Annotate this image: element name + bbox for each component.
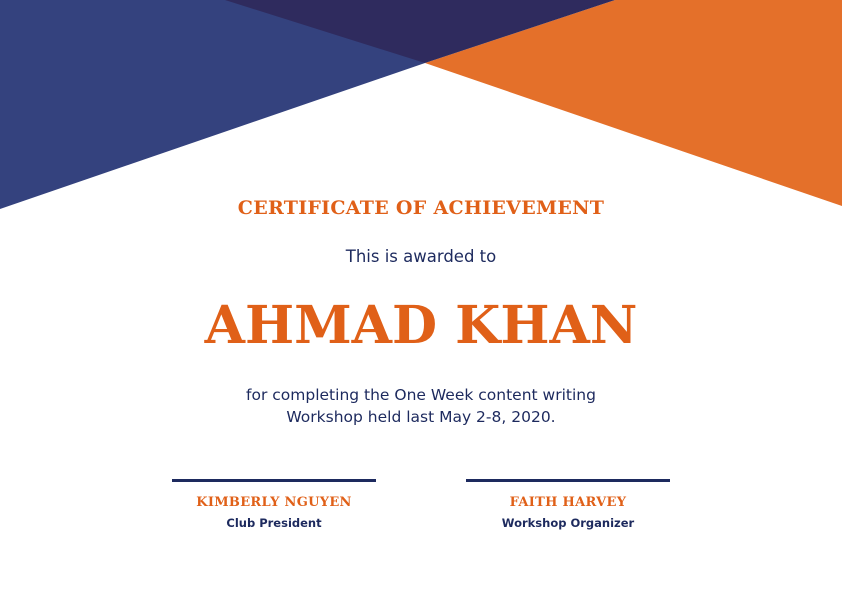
description-line-1: for completing the One Week content writing (246, 386, 596, 404)
certificate-title: CERTIFICATE OF ACHIEVEMENT (237, 197, 605, 219)
awarded-to-text: This is awarded to (345, 247, 497, 266)
signer-name: KIMBERLY NGUYEN (196, 495, 352, 510)
signer-role: Club President (226, 516, 322, 530)
description-line-2: Workshop held last May 2-8, 2020. (286, 408, 556, 426)
signature-line (466, 479, 670, 482)
recipient-name: AHMAD KHAN (204, 295, 638, 356)
signer-name: FAITH HARVEY (509, 495, 627, 510)
certificate-description (0, 384, 842, 428)
signer-role: Workshop Organizer (501, 516, 635, 530)
signature-block-right (466, 479, 670, 530)
signature-line (172, 479, 376, 482)
signature-block-left (172, 479, 376, 530)
